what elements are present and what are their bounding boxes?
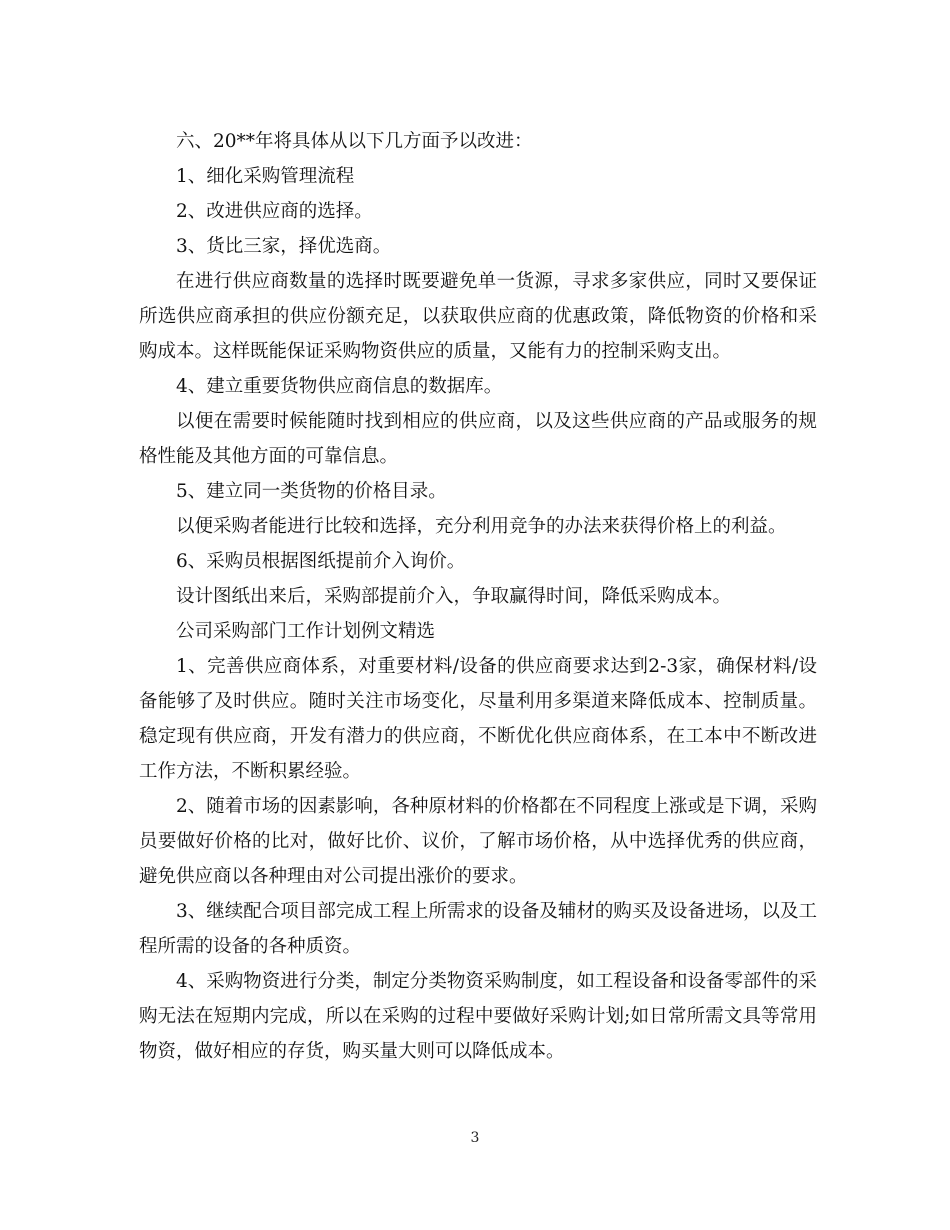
paragraph-item-2: 2、改进供应商的选择。 bbox=[176, 201, 373, 222]
paragraph-section-heading: 六、20**年将具体从以下几方面予以改进： bbox=[176, 131, 533, 152]
document-body bbox=[139, 124, 817, 1069]
paragraph-item-1: 1、细化采购管理流程 bbox=[176, 166, 355, 187]
paragraph-plan-item-1: 1、完善供应商体系，对重要材料/设备的供应商要求达到2-3家，确保材料/设备能够了及时供应。随时关注市场变化，尽量利用多渠道来降低成本、控制质量。稳定现有供应商，开发有潜力的供应商，不断优化供应商体系，在工本中不断改进工作方法，不断积累经验。 bbox=[139, 656, 817, 782]
paragraph-item-4: 4、建立重要货物供应商信息的数据库。 bbox=[176, 376, 503, 397]
paragraph-body: 以便采购者能进行比较和选择，充分利用竞争的办法来获得价格上的利益。 bbox=[176, 516, 787, 537]
paragraph-plan-item-4: 4、采购物资进行分类，制定分类物资采购制度，如工程设备和设备零部件的采购无法在短期内完成，所以在采购的过程中要做好采购计划;如日常所需文具等常用物资，做好相应的存货，购买量大则可以降低成本。 bbox=[139, 971, 817, 1062]
paragraph-body: 以便在需要时候能随时找到相应的供应商，以及这些供应商的产品或服务的规格性能及其他方面的可靠信息。 bbox=[139, 411, 817, 467]
page-number: 3 bbox=[470, 1130, 480, 1146]
paragraph-plan-item-2: 2、随着市场的因素影响，各种原材料的价格都在不同程度上涨或是下调，采购员要做好价格的比对，做好比价、议价，了解市场价格，从中选择优秀的供应商，避免供应商以各种理由对公司提出涨价的要求。 bbox=[139, 796, 817, 887]
paragraph-item-3: 3、货比三家，择优选商。 bbox=[176, 236, 392, 257]
paragraph-subtitle: 公司采购部门工作计划例文精选 bbox=[176, 621, 436, 642]
paragraph-item-6: 6、采购员根据图纸提前介入询价。 bbox=[176, 551, 466, 572]
paragraph-body: 设计图纸出来后，采购部提前介入，争取赢得时间，降低采购成本。 bbox=[176, 586, 732, 607]
paragraph-plan-item-3: 3、继续配合项目部完成工程上所需求的设备及辅材的购买及设备进场，以及工程所需的设备的各种质资。 bbox=[139, 901, 817, 957]
paragraph-body: 在进行供应商数量的选择时既要避免单一货源，寻求多家供应，同时又要保证所选供应商承担的供应份额充足，以获取供应商的优惠政策，降低物资的价格和采购成本。这样既能保证采购物资供应的质量，又能有力的控制采购支出。 bbox=[139, 271, 817, 362]
paragraph-item-5: 5、建立同一类货物的价格目录。 bbox=[176, 481, 447, 502]
